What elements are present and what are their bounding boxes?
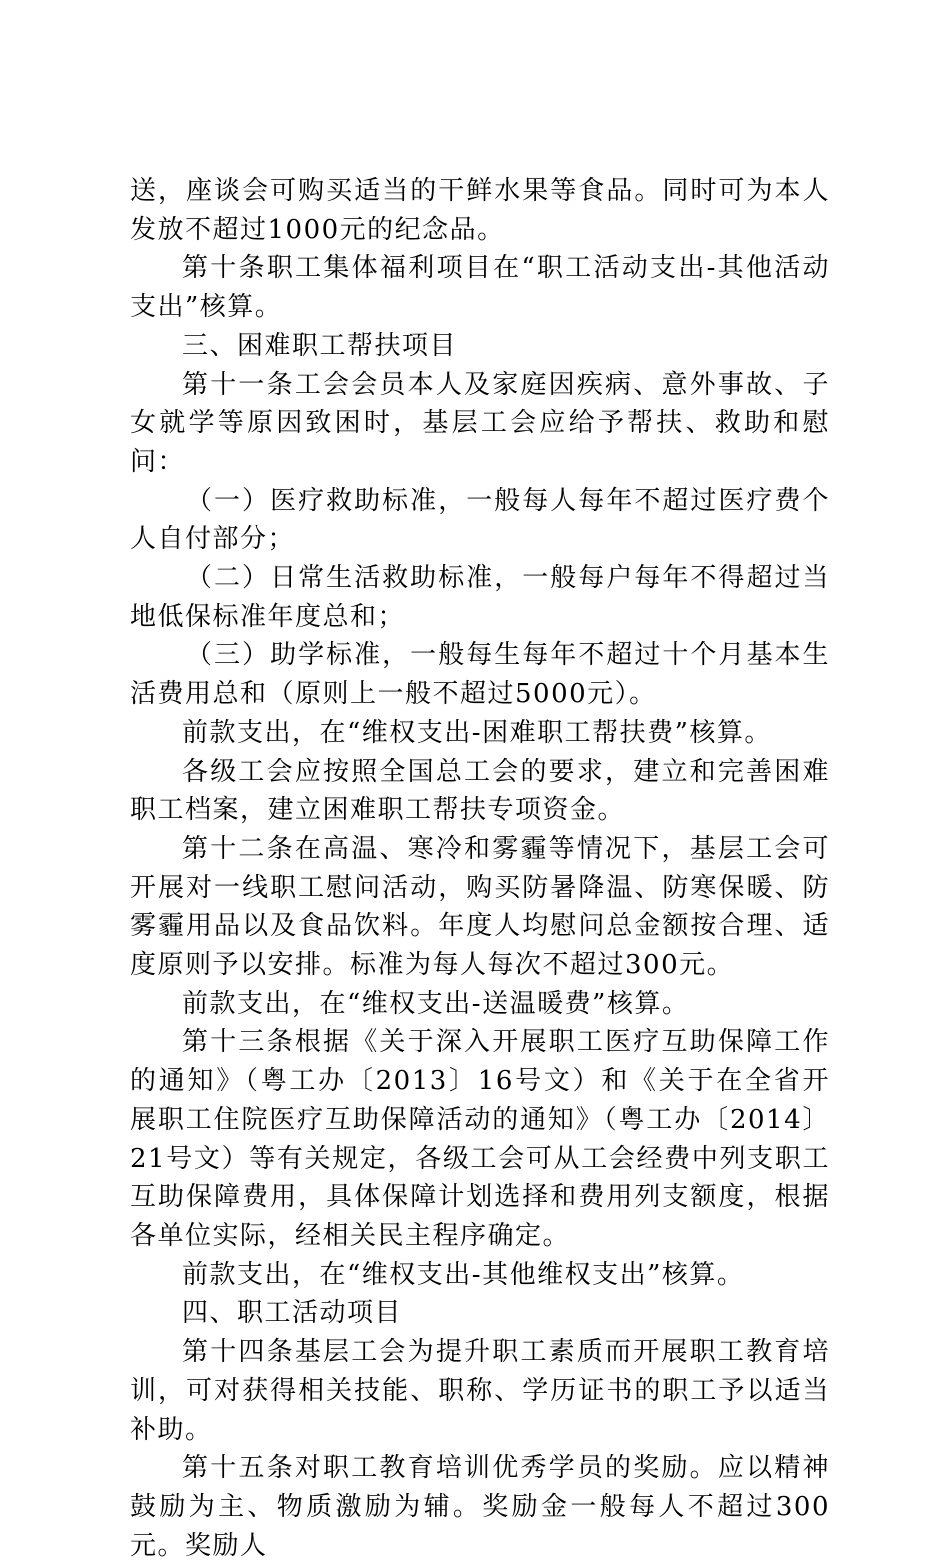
paragraph-article-15: 第十五条对职工教育培训优秀学员的奖励。应以精神鼓励为主、物质激励为辅。奖励金一般每人不超过300元。奖励人 <box>130 1453 830 1561</box>
paragraph-accounting-warmth: 前款支出，在“维权支出-送温暖费”核算。 <box>182 988 690 1019</box>
paragraph-article-11: 第十一条工会会员本人及家庭因疾病、意外事故、子女就学等原因致困时，基层工会应给予帮扶、救助和慰问： <box>130 369 830 477</box>
paragraph-accounting-hardship: 前款支出，在“维权支出-困难职工帮扶费”核算。 <box>182 717 772 748</box>
paragraph-article-10: 第十条职工集体福利项目在“职工活动支出-其他活动支出”核算。 <box>130 253 830 323</box>
section-heading-hardship-assistance: 三、困难职工帮扶项目 <box>182 330 458 361</box>
paragraph-article-13: 第十三条根据《关于深入开展职工医疗互助保障工作的通知》（粤工办〔2013〕16号文）和《关于在全省开展职工住院医疗互助保障活动的通知》（粤工办〔2014〕21号文）等有关规定，各级工会可从工会经费中列支职工互助保障费用，具体保障计划选择和费用列支额度，根据各单位实际，经相关民主程序确定。 <box>130 1027 830 1251</box>
paragraph-continuation: 送，座谈会可购买适当的干鲜水果等食品。同时可为本人发放不超过1000元的纪念品。 <box>130 176 830 245</box>
list-item-living-aid: （二）日常生活救助标准，一般每户每年不得超过当地低保标准年度总和； <box>130 563 830 632</box>
paragraph-article-14: 第十四条基层工会为提升职工素质而开展职工教育培训，可对获得相关技能、职称、学历证书的职工予以适当补助。 <box>130 1337 830 1445</box>
paragraph-accounting-other-rights: 前款支出，在“维权支出-其他维权支出”核算。 <box>182 1259 745 1290</box>
section-heading-staff-activities: 四、职工活动项目 <box>182 1298 403 1329</box>
paragraph-hardship-files: 各级工会应按照全国总工会的要求，建立和完善困难职工档案，建立困难职工帮扶专项资金。 <box>130 756 830 826</box>
paragraph-article-12: 第十二条在高温、寒冷和雾霾等情况下，基层工会可开展对一线职工慰问活动，购买防暑降温、防寒保暖、防雾霾用品以及食品饮料。年度人均慰问总金额按合理、适度原则予以安排。标准为每人每次不超过300元。 <box>130 833 830 981</box>
list-item-education-aid: （三）助学标准，一般每生每年不超过十个月基本生活费用总和（原则上一般不超过5000元）。 <box>130 640 830 710</box>
document-body <box>130 172 830 1565</box>
list-item-medical-aid: （一）医疗救助标准，一般每人每年不超过医疗费个人自付部分； <box>130 485 830 555</box>
